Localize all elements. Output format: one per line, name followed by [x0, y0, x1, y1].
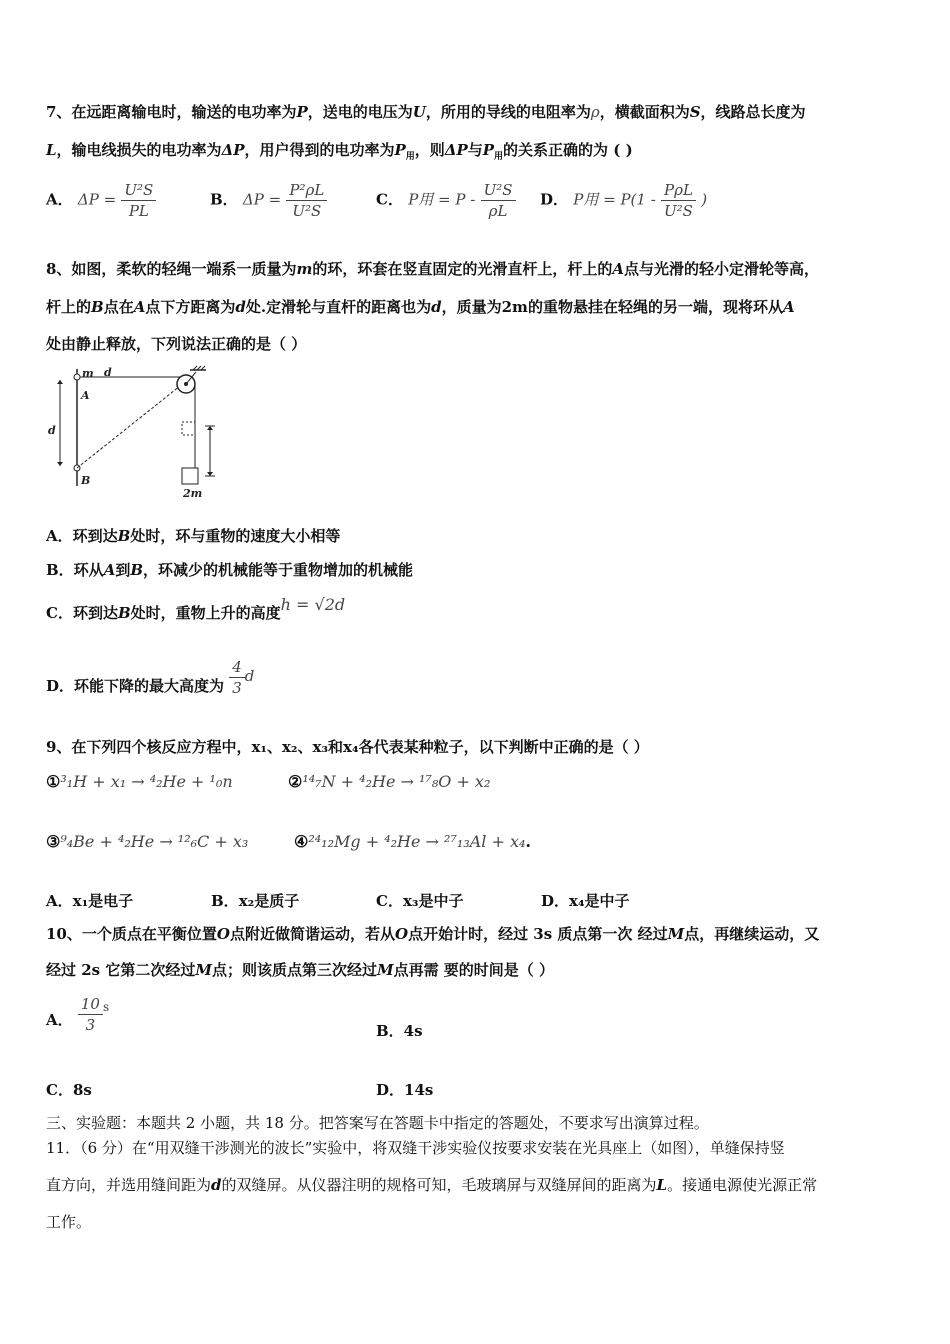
q9-option-c[interactable]: C．x₃是中子 [376, 892, 464, 910]
label-d-left: d [48, 424, 56, 437]
q7-option-c[interactable]: C． P用 = P - $\frac{\text{U²S}}{\rho L}$ [376, 180, 516, 221]
label-m: m [82, 367, 94, 380]
fraction: $\frac{\text{PρL}}{\text{U²S}}$ [661, 180, 696, 221]
q9-option-b[interactable]: B．x₂是质子 [211, 892, 300, 910]
q11-line2: 直方向，并选用缝间距为d的双缝屏。从仪器注明的规格可知，毛玻璃屏与双缝屏间的距离为L。接通电源使光源正常 [46, 1176, 818, 1194]
mass-final [182, 468, 198, 484]
q9-option-a[interactable]: A．x₁是电子 [46, 892, 134, 910]
q7-option-d[interactable]: D． P用 = P(1 - $\frac{\text{PρL}}{\text{U²S}}$ ) [540, 181, 708, 220]
q11-line1: 11．（6 分）在“用双缝干涉测光的波长”实验中，将双缝干涉实验仪按要求安装在光具座上（如图），单缝保持竖 [46, 1139, 785, 1157]
q11-line3: 工作。 [46, 1213, 92, 1231]
q7-line1: 7、在远距离输电时，输送的电功率为P，送电的电压为U，所用的导线的电阻率为ρ，横截面积为S，线路总长度为 [46, 103, 806, 121]
fraction: $\frac{\text{U²S}}{PL}$ [121, 180, 156, 221]
mass-initial [182, 422, 195, 435]
q8-line1: 8、如图，柔软的轻绳一端系一质量为m的环，环套在竖直固定的光滑直杆上，杆上的A点与光滑的轻小定滑轮等高， [46, 260, 819, 278]
q8-line2: 杆上的B点在A点下方距离为d处.定滑轮与直杆的距离也为d，质量为2m的重物悬挂在轻绳的另一端，现将环从A [46, 298, 795, 316]
q7-option-a[interactable]: A． ΔP = $\frac{\text{U²S}}{PL}$ [46, 180, 156, 221]
pulley-figure [44, 364, 224, 504]
q10-option-d[interactable]: D．14s [376, 1081, 434, 1099]
q10-line1: 10、一个质点在平衡位置O点附近做简谐运动，若从O点开始计时，经过 3s 质点第一次 经过M点，再继续运动，又 [46, 925, 820, 943]
rope-dashed [77, 386, 180, 468]
q10-line2: 经过 2s 它第二次经过M点；则该质点第三次经过M点再需 要的时间是（ ） [46, 961, 555, 979]
rho-symbol: ρ [590, 103, 600, 121]
label-2m: 2m [183, 487, 203, 500]
fraction: $\frac{\text{P²ρL}}{\text{U²S}}$ [286, 180, 327, 221]
fraction: $\frac{\text{U²S}}{\rho L}$ [481, 180, 516, 221]
q9-option-d[interactable]: D．x₄是中子 [541, 892, 630, 910]
q7-line2: L，输电线损失的电功率为ΔP，用户得到的电功率为$P_用$，则ΔP与$P_用$的关系正确的为 ( ) [46, 141, 633, 162]
q10-option-c[interactable]: C．8s [46, 1081, 92, 1099]
label-b: B [81, 474, 91, 487]
q10-option-b[interactable]: B．4s [376, 1022, 423, 1040]
label-a: A [81, 389, 90, 402]
reaction-3: ③⁹₄Be + ⁴₂He → ¹²₆C + x₃ [46, 832, 249, 851]
q8-option-c[interactable]: C．环到达B处时，重物上升的高度h = √2d [46, 595, 346, 622]
q8-option-a[interactable]: A．环到达B处时，环与重物的速度大小相等 [46, 527, 341, 545]
section-heading: 三、实验题：本题共 2 小题，共 18 分。把答案写在答题卡中指定的答题处，不要求写出演算过程。 [46, 1114, 709, 1132]
q7-option-b[interactable]: B． ΔP = $\frac{\text{P²ρL}}{\text{U²S}}$ [210, 180, 327, 221]
q8-option-b[interactable]: B．环从A到B，环减少的机械能等于重物增加的机械能 [46, 561, 414, 579]
q8-option-d[interactable]: D．环能下降的最大高度为 $\frac{4}{3}$ d [46, 657, 255, 697]
reaction-1: ①³₁H + x₁ → ⁴₂He + ¹₀n [46, 772, 233, 791]
q9-line1: 9、在下列四个核反应方程中，x₁、x₂、x₃和x₄各代表某种粒子，以下判断中正确的是（ ） [46, 738, 649, 756]
q8-line3: 处由静止释放，下列说法正确的是（ ） [46, 335, 307, 353]
label-d-top: d [104, 366, 112, 379]
reaction-4: ④²⁴₁₂Mg + ⁴₂He → ²⁷₁₃Al + x₄. [294, 832, 531, 851]
ring-top [74, 374, 80, 380]
q10-option-a[interactable]: A． $\frac{10}{3}$ $^s$ [46, 995, 110, 1034]
reaction-2: ②¹⁴₇N + ⁴₂He → ¹⁷₈O + x₂ [288, 772, 491, 791]
